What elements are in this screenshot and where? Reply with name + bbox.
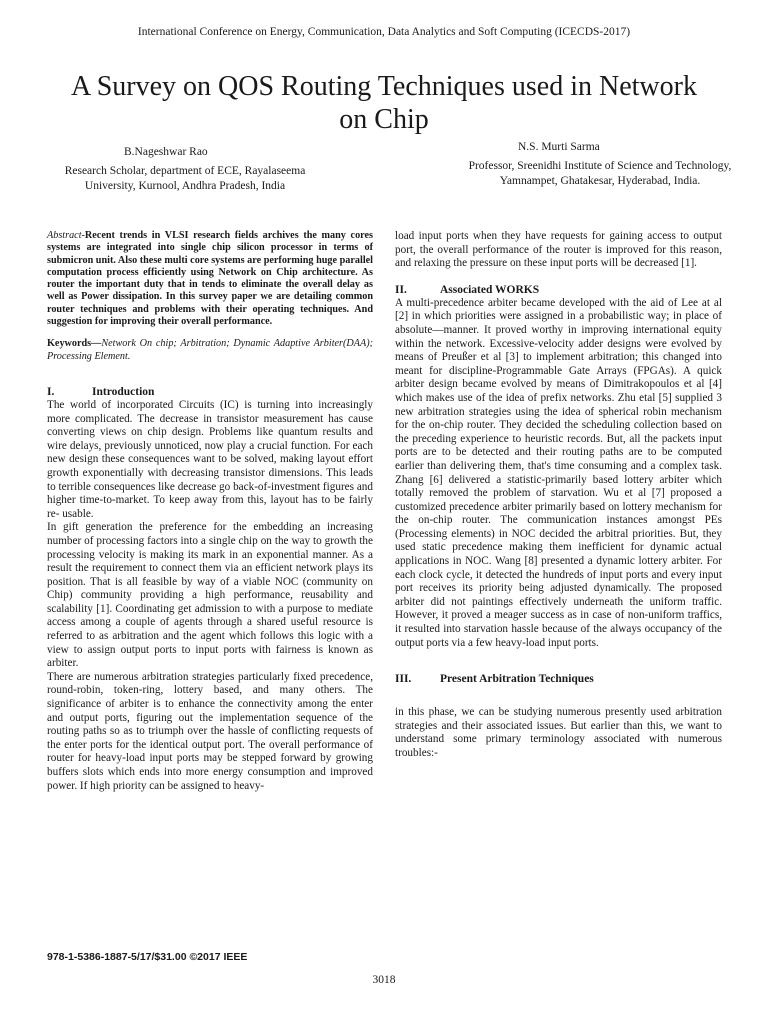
left-column: [47, 230, 373, 793]
section-number: III.: [395, 673, 412, 686]
keywords: [47, 338, 373, 363]
paper-title: A Survey on QOS Routing Techniques used in Network on Chip: [71, 71, 697, 135]
section-number: I.: [47, 385, 55, 398]
abstract: [47, 230, 373, 328]
conference-header: International Conference on Energy, Communication, Data Analytics and Soft Computing (ICECDS-2017): [137, 26, 631, 38]
present-paragraph: in this phase, we can be studying numerous presently used arbitration strategies and their associated issues. But earlier than this, we want to understand some primary terminology associated with numerous troubles:-: [395, 706, 722, 759]
author-2-name: N.S. Murti Sarma: [518, 141, 600, 153]
copyright-notice: 978-1-5386-1887-5/17/$31.00 ©2017 IEEE: [47, 951, 248, 963]
section-title: Present Arbitration Techniques: [440, 673, 594, 686]
keywords-label: Keywords—: [47, 338, 102, 350]
abstract-text: Recent trends in VLSI research fields archives the many cores systems are integrated into single chip silicon processor in terms of submicron unit. Also these multi core systems are performing huge parallel computation process efficiently using Network on Chip architecture. As router the important duty that in tends to eliminate the overall delay as well as Power dissipation. In this survey paper we are detailing common router techniques and problems with their operating techniques. And suggestion for improving their overall performance.: [47, 230, 373, 328]
section-heading-works: [395, 283, 722, 297]
intro-paragraph-3: There are numerous arbitration strategies particularly fixed precedence, round-robin, token-ring, lottery based, and many others. The significance of arbiter is to enhance the connectivity among the enter and output ports, figuring out the implementation sequence of the routing paths so as to triumph over the hassle of conflicting requests of the enter ports for the identical output port. The overall performance of router for heavy-load input ports may be stepped forward by growing buffers slots which ends into more energy consumption and improved power. If high priority can be assigned to heavy-: [47, 670, 373, 792]
section-title: Associated WORKS: [440, 283, 540, 296]
intro-paragraph-2: In gift generation the preference for the embedding an increasing number of processing factors into a single chip on the way to growth the processing velocity is making its mark in an exponential manner. As a result the requirement to connect them via an efficient network plays its position. That is all feasible by way of a viable NOC (community on Chip) community providing a high performance, reusability and scalability [1]. Coordinating get admission to with a purpose to mediate access among a couple of agents through a shared useful resource is referred to as arbitration and the agent which follows this logic with a view to assign output ports to input ports with fairness is known as arbiter.: [47, 521, 373, 670]
page-number: 3018: [372, 974, 396, 986]
works-paragraph: A multi-precedence arbiter became developed with the aid of Lee at al [2] in which priorities were assigned in a probabilistic way; in place of absolute—manner. It proved worthy in improving international equity within the network. Excessive-velocity adder designs were evolved by means of Preußer et al [3] to implement arbitration; this changed into meant for discipline-Programmable Gate Arrays (FPGAs). A quick arbiter design became evolved by means of Dimitrakopoulos et al [4] which makes use of the idea of prefix networks. Zhu etal [5] supplied 3 new arbitration strategies using the idea of spherical robin mechanism for the on-chip router. They decided the scheduling collection based on the preceding experience to heuristic records. But, all the packets input ports are to be detected and their routing paths are to be computed earlier than delivering them, that's time consuming and a complex task. Zhang [6] delivered a statistic-primarily based lottery arbiter which totally removed the problem of starvation. Wu et al [7] proposed a customized precedence arbiter primarily based on lottery mechanism for the on-chip router. The communication instances amongst PEs (Processing elements) in NOC decided the arbitral priorities. But, they used static precedence making them inefficient for dynamic actual applications in NOC. Wang [8] presented a dynamic lottery arbiter. For each clock cycle, it detected the hundreds of input ports and every input port receives its priority being adjusted dynamically. The proposed arbiter did not paintings effectively underneath the uniform traffic. However, it proved a meager success as in case of non-uniform traffics, it resulted into starvation hassle because of the always occupancy of the output ports via a few heavy-load input ports.: [395, 296, 722, 649]
intro-paragraph-1: The world of incorporated Circuits (IC) is turning into increasingly more complicated. The decrease in transistor measurement has cause converting views on chip design. Problems like quantum results and wire delays, previously unnoticed, now play a crucial function. For each new design these consequences want to be solved, making layout effort growth exponentially with decreasing transistor dimensions. This leads to terrible consequences like decrease go back-of-investment figures and higher time-to-market. To keep away from this, layout has to be fairly re- usable.: [47, 398, 373, 520]
keywords-text: Network On chip; Arbitration; Dynamic Adaptive Arbiter(DAA); Processing Element.: [47, 338, 373, 362]
abstract-label: Abstract-: [47, 230, 85, 241]
section-number: II.: [395, 283, 407, 296]
right-column: [395, 230, 722, 761]
author-2: [455, 140, 745, 189]
section-heading-intro: [47, 385, 373, 399]
intro-continuation: load input ports when they have requests for gaining access to output port, the overall performance of the router is improved for this reason, and relaxing the pressure on these input ports will be decreased [1].: [395, 230, 722, 270]
section-title: Introduction: [92, 385, 155, 398]
author-1: [60, 145, 310, 194]
author-1-affiliation: Research Scholar, department of ECE, Rayalaseema University, Kurnool, Andhra Pradesh, India: [64, 165, 306, 192]
author-2-affiliation: Professor, Sreenidhi Institute of Science and Technology, Yamnampet, Ghatakesar, Hyderabad, India.: [468, 160, 732, 187]
author-1-name: B.Nageshwar Rao: [124, 146, 208, 158]
section-heading-present: [395, 672, 722, 686]
